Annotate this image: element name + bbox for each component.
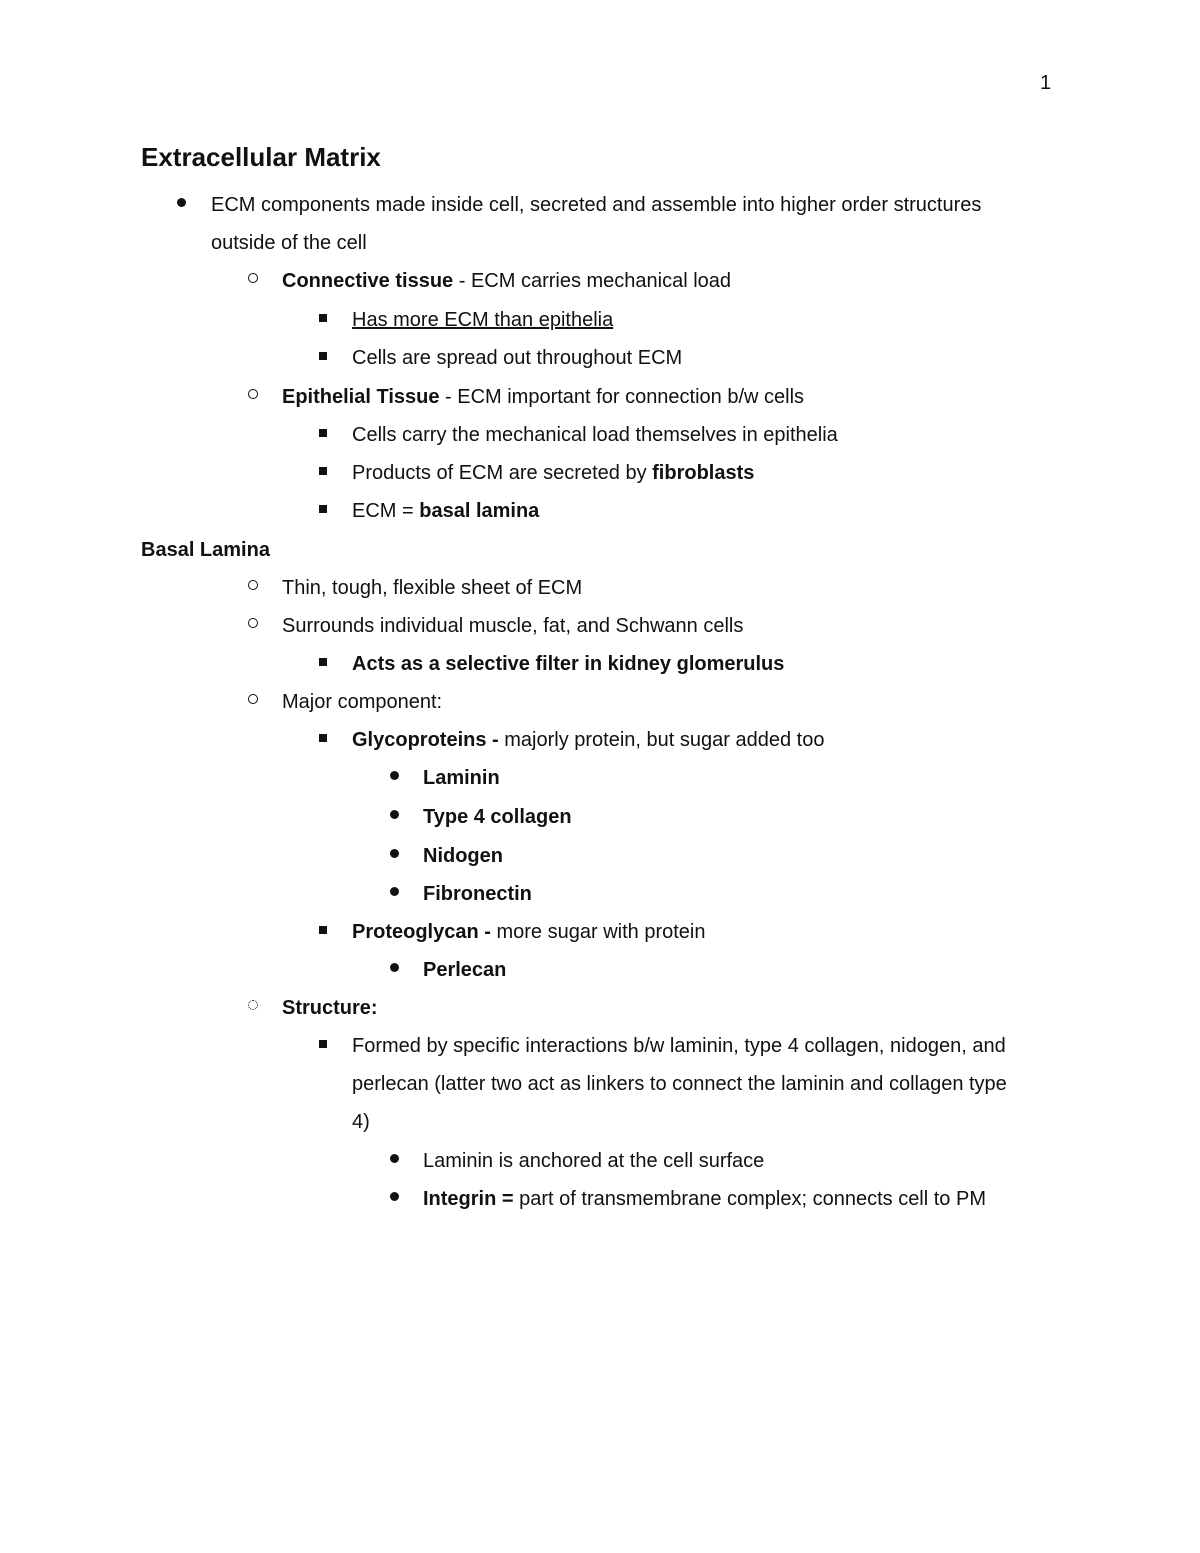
epithelial-tissue-desc: - ECM important for connection b/w cells — [439, 386, 805, 408]
square-bullet-icon — [315, 423, 331, 447]
integrin-desc: part of transmembrane complex; connects cell to PM — [519, 1188, 986, 1210]
integrin-term: Integrin = — [423, 1188, 520, 1210]
circle-bullet-icon — [245, 385, 261, 409]
square-bullet-icon — [315, 499, 331, 523]
circle-bullet-icon — [245, 614, 261, 638]
glycoproteins-term: Glycoproteins - — [352, 729, 505, 751]
glyco-item-nidogen: Nidogen — [423, 845, 503, 867]
square-bullet-icon — [315, 652, 331, 676]
disc-bullet-icon — [386, 805, 402, 829]
page-number: 1 — [1040, 72, 1052, 94]
square-bullet-icon — [315, 346, 331, 370]
disc-bullet-icon — [386, 1187, 402, 1211]
square-bullet-icon — [315, 308, 331, 332]
square-bullet-icon — [315, 920, 331, 944]
glycoproteins-desc: majorly protein, but sugar added too — [504, 729, 825, 751]
formed-line-3: 4) — [352, 1111, 370, 1133]
connective-tissue-term: Connective tissue — [282, 270, 454, 292]
glyco-item-laminin: Laminin — [423, 767, 500, 789]
square-bullet-icon — [315, 728, 331, 752]
basal-item-3: Major component: — [282, 691, 443, 713]
epithelial-tissue-item — [282, 385, 804, 409]
basal-item-2-sub: Acts as a selective filter in kidney glomerulus — [352, 653, 785, 675]
connective-sub-1: Has more ECM than epithelia — [352, 309, 614, 331]
proteoglycan-item — [352, 920, 705, 944]
dotted-circle-bullet-icon — [245, 996, 261, 1020]
epithelial-sub-3-text: ECM = — [352, 500, 420, 522]
circle-bullet-icon — [245, 269, 261, 293]
integrin-item — [423, 1187, 986, 1211]
connective-sub-2: Cells are spread out throughout ECM — [352, 347, 683, 369]
circle-bullet-icon — [245, 690, 261, 714]
disc-bullet-icon — [386, 958, 402, 982]
epithelial-sub-2 — [352, 461, 754, 485]
basal-item-2: Surrounds individual muscle, fat, and Schwann cells — [282, 615, 744, 637]
ecm-intro-line-2: outside of the cell — [211, 232, 367, 254]
epithelial-tissue-term: Epithelial Tissue — [282, 386, 440, 408]
circle-bullet-icon — [245, 576, 261, 600]
structure-item: Structure: — [282, 997, 378, 1019]
square-bullet-icon — [315, 1034, 331, 1058]
square-bullet-icon — [315, 461, 331, 485]
laminin-anchored-item: Laminin is anchored at the cell surface — [423, 1150, 765, 1172]
glyco-item-type4-collagen: Type 4 collagen — [423, 806, 572, 828]
disc-bullet-icon — [386, 766, 402, 790]
basal-lamina-term: basal lamina — [419, 500, 540, 522]
connective-tissue-desc: - ECM carries mechanical load — [453, 270, 732, 292]
formed-line-2: perlecan (latter two act as linkers to connect the laminin and collagen type — [352, 1073, 1007, 1095]
epithelial-sub-1: Cells carry the mechanical load themselves in epithelia — [352, 424, 838, 446]
connective-tissue-item — [282, 269, 731, 293]
ecm-intro-line-1: ECM components made inside cell, secreted and assemble into higher order structures — [211, 194, 982, 216]
glyco-item-fibronectin: Fibronectin — [423, 883, 532, 905]
proteoglycan-term: Proteoglycan - — [352, 921, 497, 943]
disc-bullet-icon — [173, 193, 189, 217]
formed-line-1: Formed by specific interactions b/w laminin, type 4 collagen, nidogen, and — [352, 1035, 1006, 1057]
epithelial-sub-3 — [352, 499, 539, 523]
disc-bullet-icon — [386, 882, 402, 906]
fibroblasts-term: fibroblasts — [652, 462, 755, 484]
proteoglycan-desc: more sugar with protein — [496, 921, 706, 943]
basal-item-1: Thin, tough, flexible sheet of ECM — [282, 577, 583, 599]
disc-bullet-icon — [386, 844, 402, 868]
document-title: Extracellular Matrix — [141, 142, 381, 172]
basal-lamina-heading: Basal Lamina — [141, 539, 270, 561]
proteo-item-perlecan: Perlecan — [423, 959, 507, 981]
epithelial-sub-2-text: Products of ECM are secreted by — [352, 462, 653, 484]
glycoproteins-item — [352, 728, 824, 752]
disc-bullet-icon — [386, 1149, 402, 1173]
